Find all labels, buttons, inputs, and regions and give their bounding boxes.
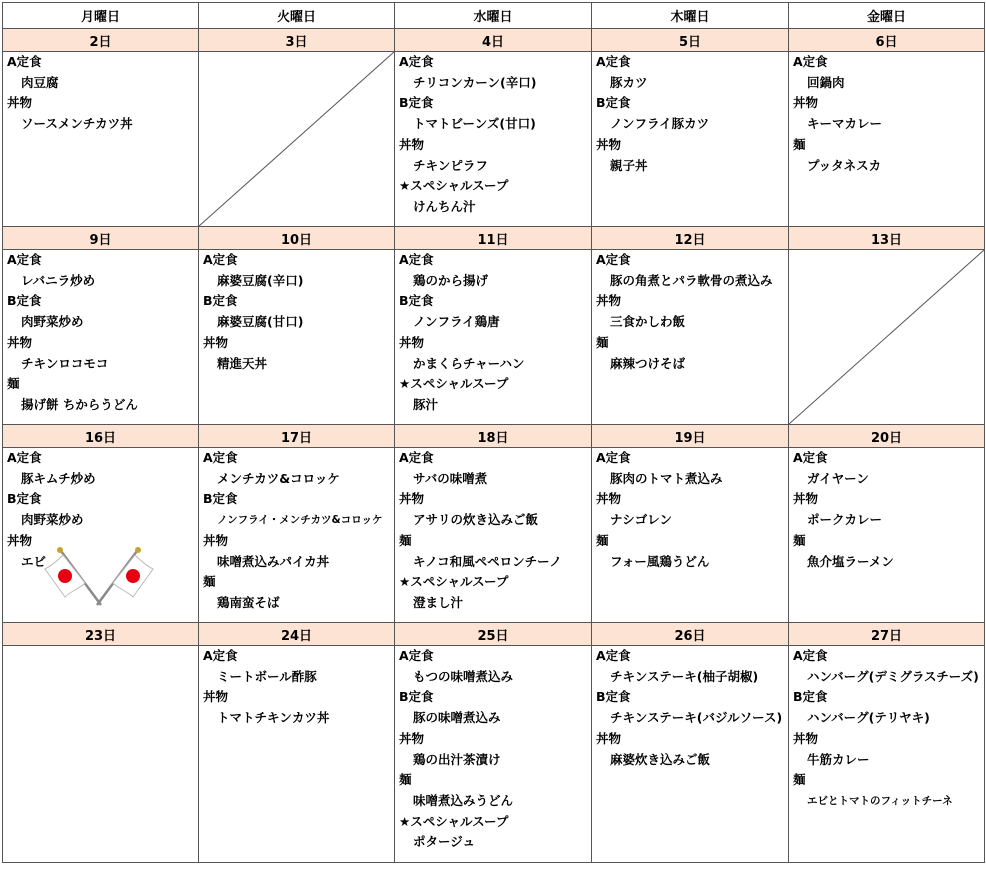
menu-dish: キノコ和風ペペロンチーノ [413, 553, 562, 569]
date-cell: 9日 [3, 227, 199, 250]
menu-row [3, 52, 985, 227]
menu-category: A定食 [203, 252, 238, 267]
date-row [3, 623, 985, 646]
day-menu-cell [3, 52, 199, 227]
menu-category: A定食 [596, 54, 631, 69]
menu-category: B定食 [7, 293, 42, 309]
menu-category: 丼物 [399, 334, 425, 350]
slash-line [199, 52, 394, 226]
weekday-header: 金曜日 [789, 3, 985, 29]
menu-category: ★スペシャルスープ [399, 376, 509, 392]
menu-dish: 麻辣つけそば [610, 355, 686, 371]
menu-category: 丼物 [7, 334, 33, 350]
day-menu-cell [3, 646, 199, 863]
menu-dish: 魚介塩ラーメン [807, 553, 894, 569]
day-menu-cell [592, 250, 789, 425]
no-service-slash [789, 250, 984, 424]
day-menu-cell [199, 52, 395, 227]
day-menu-cell [395, 646, 592, 863]
menu-dish: プッタネスカ [807, 157, 882, 173]
menu-dish: 肉野菜炒め [21, 512, 84, 528]
menu-dish: 豚キムチ炒め [21, 470, 96, 486]
day-menu-cell [395, 52, 592, 227]
date-cell: 27日 [789, 623, 985, 646]
menu-dish: ノンフライ鶏唐 [413, 314, 500, 330]
date-cell: 3日 [199, 29, 395, 52]
menu-dish: 肉野菜炒め [21, 314, 84, 330]
menu-dish: 揚げ餅 ちからうどん [21, 396, 138, 412]
menu-category: B定食 [596, 95, 631, 111]
day-menu-cell [592, 448, 789, 623]
menu-dish: 鶏の出汁茶漬け [413, 751, 501, 767]
day-menu-cell [199, 250, 395, 425]
weekday-header: 月曜日 [3, 3, 199, 29]
menu-dish: キーマカレー [807, 116, 883, 132]
menu-category: A定食 [399, 648, 434, 663]
menu-category: A定食 [399, 252, 434, 267]
date-cell: 25日 [395, 623, 592, 646]
menu-dish: メンチカツ&コロッケ [217, 470, 340, 486]
menu-category: 丼物 [203, 334, 229, 350]
menu-category: 麺 [793, 532, 806, 548]
weekly-menu-table [2, 2, 985, 863]
weekday-header: 水曜日 [395, 3, 592, 29]
weekday-header-row [3, 3, 985, 29]
menu-dish: ハンバーグ(テリヤキ) [807, 710, 930, 726]
menu-category: 麺 [596, 532, 609, 548]
menu-dish: 味噌煮込みうどん [413, 792, 514, 808]
menu-row [3, 646, 985, 863]
menu-dish: 豚肉のトマト煮込み [610, 470, 723, 486]
menu-category: A定食 [793, 648, 828, 663]
menu-dish: 回鍋肉 [807, 74, 845, 90]
menu-row [3, 448, 985, 623]
menu-category: B定食 [203, 491, 238, 507]
menu-category: 麺 [7, 376, 20, 392]
menu-category: 麺 [203, 574, 216, 590]
date-cell: 16日 [3, 425, 199, 448]
menu-category: B定食 [596, 689, 631, 705]
date-cell: 24日 [199, 623, 395, 646]
menu-dish: エビとトマトのフィットチーネ [807, 794, 953, 807]
menu-dish: 親子丼 [610, 157, 648, 173]
menu-category: 丼物 [399, 491, 425, 507]
day-menu-cell [395, 448, 592, 623]
day-menu-cell [3, 448, 199, 623]
menu-category: 丼物 [793, 730, 819, 746]
menu-category: 丼物 [596, 293, 622, 309]
menu-category: ★スペシャルスープ [399, 178, 509, 194]
menu-category: B定食 [793, 689, 828, 705]
menu-category: A定食 [596, 252, 631, 267]
menu-dish: 豚の味噌煮込み [413, 710, 501, 726]
date-cell: 19日 [592, 425, 789, 448]
date-cell: 20日 [789, 425, 985, 448]
day-menu-cell [395, 250, 592, 425]
day-menu-cell [592, 52, 789, 227]
menu-dish: 鶏南蛮そば [217, 594, 280, 610]
menu-category: 丼物 [399, 730, 425, 746]
day-menu-cell [199, 448, 395, 623]
menu-category: A定食 [7, 252, 42, 267]
menu-dish: ソースメンチカツ丼 [21, 116, 133, 132]
menu-category: A定食 [7, 54, 42, 69]
menu-category: 丼物 [7, 95, 33, 111]
menu-category: 丼物 [203, 689, 229, 705]
menu-category: 丼物 [596, 491, 622, 507]
menu-dish: 肉豆腐 [21, 74, 59, 90]
menu-category: B定食 [399, 293, 434, 309]
date-row [3, 227, 985, 250]
day-menu-cell [199, 646, 395, 863]
menu-dish: チキンロコモコ [21, 355, 109, 371]
menu-row [3, 250, 985, 425]
menu-category: 丼物 [203, 532, 229, 548]
menu-dish: 麻婆豆腐(甘口) [217, 314, 304, 330]
menu-dish: トマトビーンズ(甘口) [413, 116, 536, 132]
date-row [3, 425, 985, 448]
menu-dish: ポークカレー [807, 512, 883, 528]
menu-dish: レバニラ炒め [21, 272, 96, 288]
day-menu-cell [789, 52, 985, 227]
menu-category: 丼物 [399, 136, 425, 152]
date-cell: 4日 [395, 29, 592, 52]
menu-category: A定食 [793, 54, 828, 69]
date-cell: 23日 [3, 623, 199, 646]
date-cell: 5日 [592, 29, 789, 52]
menu-category: A定食 [7, 450, 42, 465]
menu-dish: チリコンカーン(辛口) [413, 74, 537, 90]
weekday-header: 火曜日 [199, 3, 395, 29]
menu-dish: ミートボール酢豚 [217, 668, 317, 684]
date-cell: 26日 [592, 623, 789, 646]
crossed-japan-flags-icon [43, 545, 155, 609]
menu-category: A定食 [596, 450, 631, 465]
menu-dish: 豚の角煮とパラ軟骨の煮込み [610, 272, 773, 288]
menu-category: A定食 [399, 54, 434, 69]
menu-category: 麺 [793, 136, 806, 152]
menu-dish: ノンフライ豚カツ [610, 116, 710, 132]
weeks-body [3, 29, 985, 863]
menu-dish: サバの味噌煮 [413, 470, 488, 486]
menu-category: ★スペシャルスープ [399, 574, 509, 590]
menu-category: B定食 [399, 95, 434, 111]
menu-category: B定食 [203, 293, 238, 309]
day-menu-cell [592, 646, 789, 863]
menu-dish: エビ [21, 553, 47, 569]
menu-dish: ポタージュ [413, 834, 476, 850]
menu-dish: 鶏のから揚げ [413, 272, 489, 288]
menu-category: A定食 [793, 450, 828, 465]
menu-dish: ナシゴレン [610, 512, 672, 528]
date-cell: 12日 [592, 227, 789, 250]
menu-category: A定食 [203, 648, 238, 663]
menu-dish: 豚カツ [610, 74, 648, 90]
date-cell: 10日 [199, 227, 395, 250]
menu-category: 丼物 [7, 532, 33, 548]
date-cell: 2日 [3, 29, 199, 52]
menu-dish: フォー風鶏うどん [610, 553, 710, 569]
day-menu-cell [789, 448, 985, 623]
date-cell: 17日 [199, 425, 395, 448]
menu-dish: 麻婆豆腐(辛口) [217, 272, 304, 288]
day-menu-cell [3, 250, 199, 425]
menu-dish: 豚汁 [413, 396, 439, 412]
menu-category: A定食 [399, 450, 434, 465]
menu-category: ★スペシャルスープ [399, 813, 509, 829]
weekday-header: 木曜日 [592, 3, 789, 29]
menu-dish: 精進天丼 [217, 355, 268, 371]
no-service-slash [199, 52, 394, 226]
menu-dish: 麻婆炊き込みご飯 [610, 751, 711, 767]
day-menu-cell [789, 646, 985, 863]
date-cell: 13日 [789, 227, 985, 250]
date-cell: 6日 [789, 29, 985, 52]
menu-dish: 味噌煮込みパイカ丼 [217, 553, 330, 569]
menu-category: B定食 [7, 491, 42, 507]
menu-dish: ハンバーグ(デミグラスチーズ) [807, 668, 979, 684]
menu-dish: ガイヤーン [807, 470, 869, 486]
menu-category: A定食 [596, 648, 631, 663]
menu-category: 丼物 [793, 491, 819, 507]
menu-category: 麺 [596, 334, 609, 350]
menu-category: 麺 [399, 532, 412, 548]
day-menu-cell [789, 250, 985, 425]
menu-category: 丼物 [793, 95, 819, 111]
menu-dish: かまくらチャーハン [413, 355, 525, 371]
menu-dish: トマトチキンカツ丼 [217, 710, 330, 726]
menu-category: 丼物 [596, 136, 622, 152]
menu-category: 丼物 [596, 730, 622, 746]
menu-category: B定食 [399, 689, 434, 705]
menu-dish: チキンピラフ [413, 157, 488, 173]
menu-dish: 澄まし汁 [413, 594, 464, 610]
date-row [3, 29, 985, 52]
menu-dish: アサリの炊き込みご飯 [413, 512, 539, 528]
menu-dish: 三食かしわ飯 [610, 314, 686, 330]
menu-dish: 牛筋カレー [807, 751, 870, 767]
date-cell: 18日 [395, 425, 592, 448]
menu-dish: ノンフライ・メンチカツ&コロッケ [217, 514, 383, 527]
menu-category: 麺 [399, 772, 412, 788]
date-cell: 11日 [395, 227, 592, 250]
slash-line [789, 250, 984, 424]
menu-dish: もつの味噌煮込み [413, 668, 514, 684]
menu-category: A定食 [203, 450, 238, 465]
menu-dish: けんちん汁 [413, 198, 476, 214]
menu-dish: チキンステーキ(柚子胡椒) [610, 668, 759, 684]
menu-dish: チキンステーキ(バジルソース) [610, 710, 783, 726]
menu-category: 麺 [793, 772, 806, 788]
